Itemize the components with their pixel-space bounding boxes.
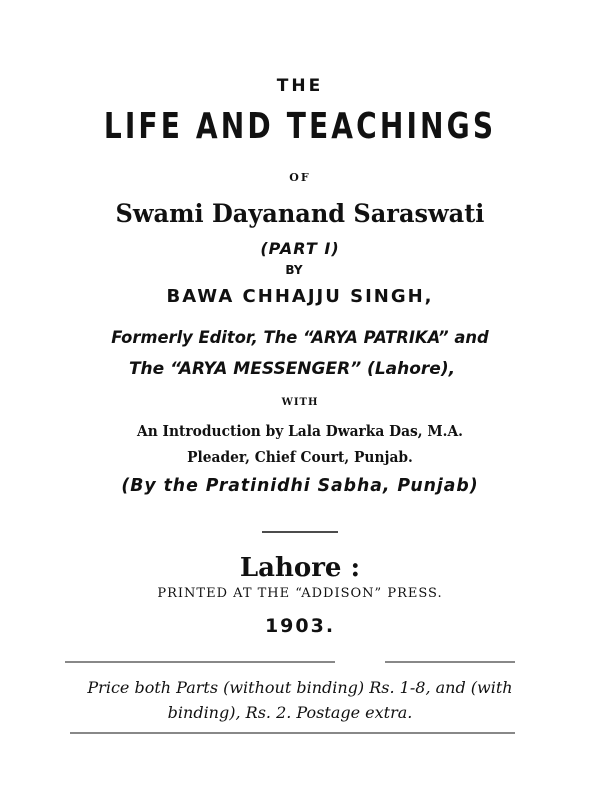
author-role-line-2: The “ARYA MESSENGER” (Lahore), xyxy=(128,359,456,379)
title-of: OF xyxy=(289,171,311,184)
by-label: BY xyxy=(285,263,303,277)
place-of-publication: Lahore : xyxy=(239,553,361,583)
publisher-line: (By the Pratinidhi Sabha, Punjab) xyxy=(121,475,479,496)
title-article: THE xyxy=(276,76,324,96)
introduction-line-1: An Introduction by Lala Dwarka Das, M.A. xyxy=(137,422,463,440)
printer-line: PRINTED AT THE “ADDISON” PRESS. xyxy=(157,586,443,601)
author-role-line-1: Formerly Editor, The “ARYA PATRIKA” and xyxy=(111,328,489,348)
price-line-1: Price both Parts (without binding) Rs. 1-8, and (with xyxy=(87,678,513,697)
publication-year: 1903. xyxy=(264,615,336,637)
part-label: (PART I) xyxy=(260,239,340,258)
book-title: LIFE AND TEACHINGS xyxy=(103,106,497,147)
introduction-line-2: Pleader, Chief Court, Punjab. xyxy=(187,448,413,466)
subject-name: Swami Dayanand Saraswati xyxy=(115,199,485,228)
author-name: BAWA CHHAJJU SINGH, xyxy=(166,286,434,307)
price-line-2: binding), Rs. 2. Postage extra. xyxy=(167,703,413,722)
with-label: WITH xyxy=(281,397,319,408)
